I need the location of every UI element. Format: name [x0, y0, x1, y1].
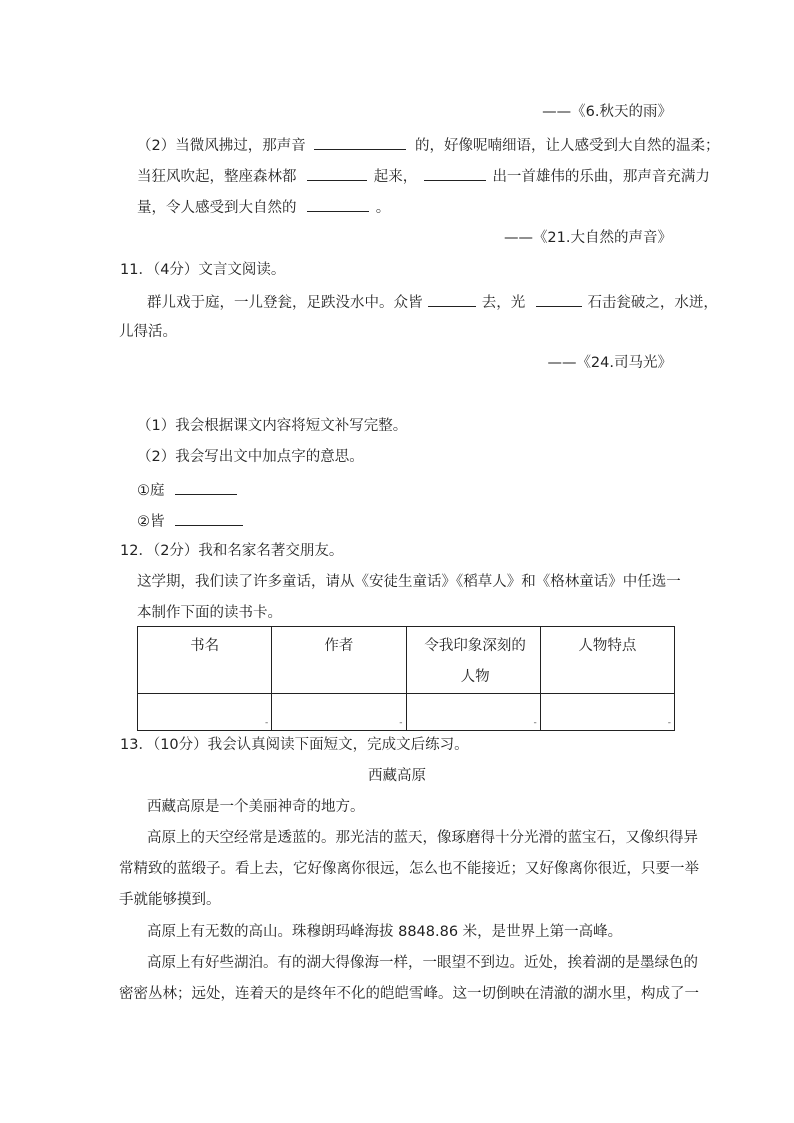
q10-2-text-1b: 的，好像呢喃细语，让人感受到大自然的温柔；: [414, 138, 720, 154]
q11-passage-text-1b: 去，光: [481, 295, 526, 311]
passage-paragraph-3: 高原上有无数的高山。珠穆朗玛峰海拔 8848.86 米，是世界上第一高峰。: [147, 924, 623, 940]
q11-word-1: [137, 479, 237, 501]
answer-cell-character[interactable]: [406, 694, 540, 731]
passage-paragraph-2-line-2: 常精致的蓝缎子。看上去，它好像离你很远，怎么也不能接近；又好像离你很近，只要一举: [119, 861, 699, 877]
reference-autumn-rain: ——《6.秋天的雨》: [542, 104, 672, 120]
answer-blank[interactable]: [536, 291, 582, 307]
passage-paragraph-4-line-2: 密密丛林；远处，连着天的是终年不化的皑皑雪峰。这一切倒映在清澈的湖水里，构成了一: [119, 986, 699, 1002]
table-header-row: [138, 627, 675, 694]
q11-sub-question-1: （1）我会根据课文内容将短文补写完整。: [137, 418, 408, 434]
cell-mark: -: [667, 718, 671, 728]
answer-blank[interactable]: [424, 165, 486, 181]
header-book-name: 书名: [138, 627, 272, 694]
header-character-traits: 人物特点: [540, 627, 674, 694]
q11-passage-line-1: [147, 291, 718, 313]
header-memorable-character: 令我印象深刻的人物: [406, 627, 540, 694]
q11-passage-line-2: 儿得活。: [119, 324, 177, 340]
passage-paragraph-2-line-3: 手就能够摸到。: [119, 892, 221, 908]
passage-paragraph-2-line-1: 高原上的天空经常是透蓝的。那光洁的蓝天，像琢磨得十分光滑的蓝宝石，又像织得异: [147, 830, 698, 846]
answer-blank[interactable]: [175, 479, 237, 495]
q11-sub-question-2: （2）我会写出文中加点字的意思。: [137, 449, 364, 465]
q10-2-line-2: [137, 165, 710, 187]
passage-paragraph-4-line-1: 高原上有好些湖泊。有的湖大得像海一样，一眼望不到边。近处，挨着湖的是墨绿色的: [147, 955, 698, 971]
reference-sima-guang: ——《24.司马光》: [547, 355, 672, 371]
q10-2-text-1a: （2）当微风拂过，那声音: [137, 138, 306, 154]
reference-nature-sound: ——《21.大自然的声音》: [503, 230, 672, 246]
q10-2-text-3a: 量，令人感受到大自然的: [137, 200, 297, 216]
table-row: [138, 694, 675, 731]
answer-blank[interactable]: [307, 196, 369, 212]
answer-blank[interactable]: [428, 291, 476, 307]
q10-2-line-1: [137, 134, 719, 156]
answer-blank[interactable]: [307, 165, 367, 181]
q12-intro-line-1: 这学期，我们读了许多童话，请从《安徒生童话》《稻草人》和《格林童话》中任选一: [137, 574, 681, 590]
q11-passage-text-1c: 石击瓮破之，水迸，: [587, 295, 718, 311]
q13-title: 13．（10分）我会认真阅读下面短文，完成文后练习。: [120, 737, 469, 753]
q12-intro-line-2: 本制作下面的读书卡。: [137, 605, 282, 621]
answer-blank[interactable]: [175, 510, 243, 526]
answer-cell-author[interactable]: [272, 694, 406, 731]
passage-title: 西藏高原: [368, 768, 426, 784]
q10-2-text-3b: 。: [375, 200, 391, 216]
passage-paragraph-1: 西藏高原是一个美丽神奇的地方。: [147, 799, 365, 815]
q10-2-text-2c: 出一首雄伟的乐曲，那声音充满力: [492, 169, 710, 185]
q10-2-line-3: [137, 196, 390, 218]
q11-title: 11．（4分）文言文阅读。: [120, 262, 286, 278]
q10-2-text-2a: 当狂风吹起，整座森林都: [137, 169, 297, 185]
answer-cell-traits[interactable]: [540, 694, 674, 731]
cell-mark: -: [265, 718, 269, 728]
q11-passage-text-1a: 群儿戏于庭，一儿登瓮，足跌没水中。众皆: [147, 295, 423, 311]
q12-title: 12．（2分）我和名家名著交朋友。: [120, 543, 344, 559]
q11-word-2: [137, 510, 243, 532]
cell-mark: -: [399, 718, 403, 728]
q11-word-1-label: ①庭: [137, 483, 165, 499]
answer-cell-book-name[interactable]: [138, 694, 272, 731]
cell-mark: -: [533, 718, 537, 728]
q10-2-text-2b: 起来，: [373, 169, 418, 185]
reading-card-table: [137, 626, 675, 731]
answer-blank[interactable]: [314, 134, 406, 150]
q11-word-2-label: ②皆: [137, 514, 165, 530]
header-author: 作者: [272, 627, 406, 694]
